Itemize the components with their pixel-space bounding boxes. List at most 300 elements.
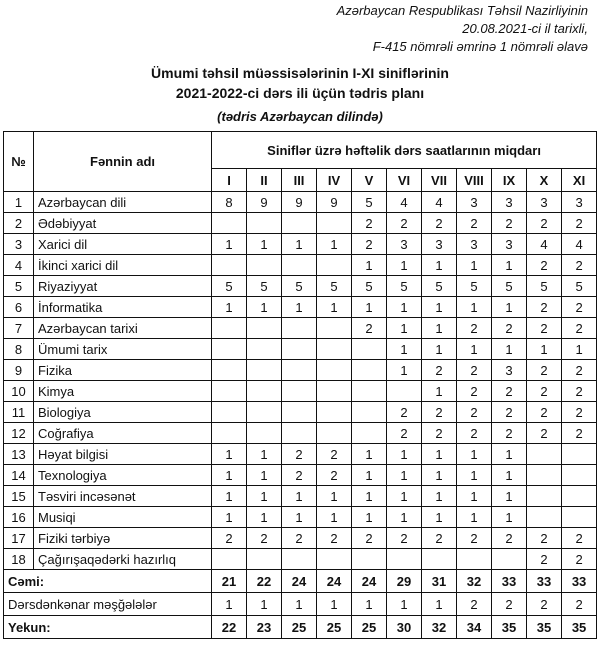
hours-cell: 22	[247, 570, 282, 593]
hours-cell	[317, 402, 352, 423]
row-number: 17	[4, 528, 34, 549]
hours-cell	[212, 423, 247, 444]
hours-cell: 2	[457, 318, 492, 339]
hours-cell	[247, 339, 282, 360]
hours-cell: 1	[457, 255, 492, 276]
hours-cell: 1	[247, 465, 282, 486]
hours-cell: 1	[387, 360, 422, 381]
subject-name: Riyaziyyat	[34, 276, 212, 297]
hours-cell: 1	[422, 297, 457, 318]
subject-name: Texnologiya	[34, 465, 212, 486]
subject-name: Təsviri incəsənət	[34, 486, 212, 507]
hours-cell: 35	[527, 616, 562, 639]
table-row	[4, 444, 597, 465]
column-header-weekly-hours: Siniflər üzrə həftəlik dərs saatlarının miqdarı	[212, 132, 597, 169]
hours-cell	[317, 381, 352, 402]
row-number: 13	[4, 444, 34, 465]
grade-header: XI	[562, 169, 597, 192]
hours-cell: 3	[527, 192, 562, 213]
grade-header: IX	[492, 169, 527, 192]
hours-cell: 8	[212, 192, 247, 213]
hours-cell: 5	[247, 276, 282, 297]
subject-name: Kimya	[34, 381, 212, 402]
hours-cell: 5	[352, 192, 387, 213]
hours-cell: 2	[492, 593, 527, 616]
hours-cell: 1	[457, 507, 492, 528]
hours-cell: 3	[492, 234, 527, 255]
row-number: 2	[4, 213, 34, 234]
hours-cell: 2	[457, 360, 492, 381]
table-row	[4, 381, 597, 402]
hours-cell: 1	[282, 297, 317, 318]
hours-cell: 3	[492, 192, 527, 213]
hours-cell: 2	[422, 423, 457, 444]
hours-cell: 1	[387, 507, 422, 528]
row-number: 9	[4, 360, 34, 381]
grade-header: III	[282, 169, 317, 192]
hours-cell: 1	[492, 465, 527, 486]
hours-cell	[317, 360, 352, 381]
hours-cell: 1	[317, 593, 352, 616]
hours-cell: 1	[457, 486, 492, 507]
row-number: 6	[4, 297, 34, 318]
hours-cell: 2	[352, 213, 387, 234]
hours-cell: 1	[352, 255, 387, 276]
hours-cell	[492, 549, 527, 570]
hours-cell	[212, 360, 247, 381]
hours-cell: 5	[352, 276, 387, 297]
hours-cell: 5	[387, 276, 422, 297]
hours-cell: 1	[212, 486, 247, 507]
hours-cell: 2	[492, 528, 527, 549]
hours-cell: 1	[247, 507, 282, 528]
grand-total-row	[4, 616, 597, 639]
row-number: 12	[4, 423, 34, 444]
hours-cell	[527, 444, 562, 465]
hours-cell: 1	[212, 297, 247, 318]
hours-cell: 1	[492, 339, 527, 360]
hours-cell	[352, 360, 387, 381]
hours-cell: 1	[352, 297, 387, 318]
hours-cell: 1	[387, 297, 422, 318]
hours-cell: 5	[527, 276, 562, 297]
row-number: 16	[4, 507, 34, 528]
subject-name: Azərbaycan dili	[34, 192, 212, 213]
hours-cell: 1	[457, 444, 492, 465]
hours-cell	[282, 549, 317, 570]
hours-cell: 2	[562, 593, 597, 616]
subject-name: Biologiya	[34, 402, 212, 423]
hours-cell: 2	[527, 360, 562, 381]
hours-cell	[247, 318, 282, 339]
hours-cell	[422, 549, 457, 570]
hours-cell: 1	[282, 234, 317, 255]
hours-cell: 35	[492, 616, 527, 639]
grade-header: V	[352, 169, 387, 192]
hours-cell	[247, 423, 282, 444]
subject-name: Coğrafiya	[34, 423, 212, 444]
hours-cell	[352, 339, 387, 360]
hours-cell	[317, 423, 352, 444]
hours-cell: 22	[212, 616, 247, 639]
hours-cell: 2	[422, 402, 457, 423]
hours-cell	[282, 213, 317, 234]
hours-cell	[282, 423, 317, 444]
row-number: 7	[4, 318, 34, 339]
hours-cell: 1	[247, 486, 282, 507]
hours-cell: 2	[562, 213, 597, 234]
decree-line-1: Azərbaycan Respublikası Təhsil Nazirliyinin	[336, 3, 588, 18]
hours-cell: 1	[387, 444, 422, 465]
hours-cell: 2	[527, 213, 562, 234]
hours-cell: 2	[317, 444, 352, 465]
hours-cell: 9	[282, 192, 317, 213]
hours-cell: 5	[317, 276, 352, 297]
hours-cell: 1	[492, 444, 527, 465]
row-number: 3	[4, 234, 34, 255]
row-number: 5	[4, 276, 34, 297]
hours-cell: 1	[352, 486, 387, 507]
hours-cell: 4	[387, 192, 422, 213]
hours-cell	[527, 507, 562, 528]
hours-cell: 1	[282, 593, 317, 616]
hours-cell: 1	[492, 255, 527, 276]
table-row	[4, 255, 597, 276]
hours-cell: 23	[247, 616, 282, 639]
hours-cell: 2	[387, 528, 422, 549]
hours-cell: 24	[352, 570, 387, 593]
hours-cell: 2	[562, 381, 597, 402]
hours-cell	[317, 549, 352, 570]
hours-cell: 2	[457, 381, 492, 402]
hours-cell: 2	[352, 318, 387, 339]
hours-cell: 1	[457, 297, 492, 318]
hours-cell: 3	[457, 192, 492, 213]
hours-cell	[282, 318, 317, 339]
hours-cell	[212, 255, 247, 276]
hours-cell: 1	[212, 444, 247, 465]
hours-cell	[527, 465, 562, 486]
hours-cell: 2	[352, 234, 387, 255]
hours-cell: 3	[422, 234, 457, 255]
hours-cell: 5	[457, 276, 492, 297]
hours-cell: 1	[422, 507, 457, 528]
hours-cell	[562, 465, 597, 486]
hours-cell: 2	[317, 465, 352, 486]
curriculum-table	[3, 131, 597, 639]
hours-cell: 4	[562, 234, 597, 255]
hours-cell: 2	[527, 297, 562, 318]
hours-cell: 32	[422, 616, 457, 639]
hours-cell: 2	[212, 528, 247, 549]
hours-cell: 1	[212, 593, 247, 616]
row-number: 18	[4, 549, 34, 570]
hours-cell: 2	[387, 213, 422, 234]
hours-cell: 1	[422, 465, 457, 486]
grand-total-row-label: Yekun:	[4, 616, 212, 639]
hours-cell	[317, 339, 352, 360]
hours-cell	[282, 381, 317, 402]
hours-cell: 1	[317, 507, 352, 528]
hours-cell: 33	[562, 570, 597, 593]
hours-cell	[212, 381, 247, 402]
hours-cell: 2	[457, 402, 492, 423]
hours-cell	[457, 549, 492, 570]
hours-cell	[247, 402, 282, 423]
hours-cell: 1	[422, 444, 457, 465]
column-header-number: №	[4, 132, 34, 192]
table-row	[4, 402, 597, 423]
grade-header: I	[212, 169, 247, 192]
decree-reference	[337, 2, 588, 56]
table-row	[4, 423, 597, 444]
hours-cell: 2	[562, 423, 597, 444]
hours-cell: 2	[422, 213, 457, 234]
hours-cell: 2	[527, 381, 562, 402]
hours-cell: 1	[527, 339, 562, 360]
hours-cell: 2	[282, 465, 317, 486]
hours-cell: 1	[247, 234, 282, 255]
hours-cell: 1	[387, 465, 422, 486]
hours-cell: 1	[212, 465, 247, 486]
hours-cell	[212, 213, 247, 234]
hours-cell: 2	[562, 549, 597, 570]
total-row-label: Cəmi:	[4, 570, 212, 593]
hours-cell: 25	[282, 616, 317, 639]
row-number: 11	[4, 402, 34, 423]
hours-cell: 1	[457, 339, 492, 360]
hours-cell: 2	[562, 360, 597, 381]
hours-cell	[282, 402, 317, 423]
hours-cell: 2	[562, 318, 597, 339]
hours-cell: 2	[457, 213, 492, 234]
hours-cell: 35	[562, 616, 597, 639]
hours-cell: 3	[492, 360, 527, 381]
table-row	[4, 360, 597, 381]
hours-cell	[352, 423, 387, 444]
row-number: 8	[4, 339, 34, 360]
hours-cell	[247, 213, 282, 234]
hours-cell: 2	[562, 297, 597, 318]
subject-name: Fizika	[34, 360, 212, 381]
hours-cell	[212, 402, 247, 423]
hours-cell: 1	[492, 297, 527, 318]
hours-cell: 2	[492, 213, 527, 234]
hours-cell: 1	[387, 318, 422, 339]
hours-cell: 1	[387, 486, 422, 507]
hours-cell: 1	[317, 234, 352, 255]
extracurricular-row	[4, 593, 597, 616]
table-row	[4, 549, 597, 570]
hours-cell	[562, 486, 597, 507]
hours-cell: 1	[317, 486, 352, 507]
hours-cell: 2	[422, 528, 457, 549]
hours-cell: 2	[527, 528, 562, 549]
hours-cell: 2	[352, 528, 387, 549]
hours-cell	[212, 549, 247, 570]
hours-cell: 5	[492, 276, 527, 297]
grade-header: VIII	[457, 169, 492, 192]
subject-name: Musiqi	[34, 507, 212, 528]
hours-cell: 1	[352, 507, 387, 528]
hours-cell: 1	[422, 381, 457, 402]
hours-cell	[352, 381, 387, 402]
hours-cell	[387, 549, 422, 570]
table-row	[4, 465, 597, 486]
hours-cell: 1	[387, 593, 422, 616]
row-number: 1	[4, 192, 34, 213]
hours-cell	[562, 507, 597, 528]
hours-cell: 2	[422, 360, 457, 381]
hours-cell: 3	[457, 234, 492, 255]
subject-name: Ədəbiyyat	[34, 213, 212, 234]
hours-cell: 2	[387, 423, 422, 444]
hours-cell: 1	[562, 339, 597, 360]
hours-cell: 34	[457, 616, 492, 639]
extracurricular-row-label: Dərsdənkənar məşğələlər	[4, 593, 212, 616]
subject-name: İnformatika	[34, 297, 212, 318]
hours-cell	[352, 549, 387, 570]
row-number: 14	[4, 465, 34, 486]
hours-cell: 2	[527, 255, 562, 276]
grade-header: II	[247, 169, 282, 192]
hours-cell: 9	[317, 192, 352, 213]
hours-cell: 29	[387, 570, 422, 593]
hours-cell: 5	[422, 276, 457, 297]
hours-cell: 2	[527, 318, 562, 339]
subject-name: Fiziki tərbiyə	[34, 528, 212, 549]
table-row	[4, 339, 597, 360]
hours-cell: 2	[282, 528, 317, 549]
hours-cell: 3	[562, 192, 597, 213]
hours-cell: 2	[282, 444, 317, 465]
hours-cell	[317, 318, 352, 339]
hours-cell: 1	[422, 255, 457, 276]
hours-cell: 2	[562, 255, 597, 276]
hours-cell: 1	[422, 318, 457, 339]
hours-cell: 1	[387, 255, 422, 276]
hours-cell: 2	[457, 423, 492, 444]
hours-cell: 1	[212, 507, 247, 528]
table-row	[4, 234, 597, 255]
subject-name: Xarici dil	[34, 234, 212, 255]
hours-cell: 1	[422, 486, 457, 507]
grade-header: IV	[317, 169, 352, 192]
hours-cell: 24	[282, 570, 317, 593]
hours-cell	[247, 360, 282, 381]
hours-cell: 2	[492, 423, 527, 444]
table-row	[4, 297, 597, 318]
table-row	[4, 486, 597, 507]
hours-cell: 2	[562, 402, 597, 423]
hours-cell: 4	[527, 234, 562, 255]
hours-cell: 30	[387, 616, 422, 639]
hours-cell: 2	[527, 549, 562, 570]
hours-cell: 1	[247, 444, 282, 465]
hours-cell: 25	[317, 616, 352, 639]
table-row	[4, 507, 597, 528]
title-line-2: 2021-2022-ci dərs ili üçün tədris planı	[175, 85, 425, 101]
subject-name: Ümumi tarix	[34, 339, 212, 360]
hours-cell: 1	[387, 339, 422, 360]
hours-cell: 1	[492, 507, 527, 528]
hours-cell: 2	[457, 593, 492, 616]
hours-cell: 2	[492, 381, 527, 402]
hours-cell: 2	[527, 423, 562, 444]
hours-cell: 32	[457, 570, 492, 593]
table-body	[4, 192, 597, 639]
hours-cell: 33	[527, 570, 562, 593]
hours-cell: 1	[317, 297, 352, 318]
hours-cell: 5	[212, 276, 247, 297]
document-title	[0, 63, 600, 103]
hours-cell	[282, 360, 317, 381]
table-row	[4, 528, 597, 549]
hours-cell: 2	[492, 402, 527, 423]
hours-cell: 25	[352, 616, 387, 639]
subject-name: Həyat bilgisi	[34, 444, 212, 465]
hours-cell: 2	[527, 402, 562, 423]
hours-cell	[247, 381, 282, 402]
hours-cell: 4	[422, 192, 457, 213]
hours-cell: 2	[387, 402, 422, 423]
hours-cell: 1	[492, 486, 527, 507]
hours-cell	[247, 255, 282, 276]
table-header-row	[4, 132, 597, 169]
column-header-subject: Fənnin adı	[34, 132, 212, 192]
hours-cell: 2	[457, 528, 492, 549]
hours-cell: 24	[317, 570, 352, 593]
hours-cell: 31	[422, 570, 457, 593]
hours-cell: 1	[422, 339, 457, 360]
document-subtitle: (tədris Azərbaycan dilində)	[217, 109, 383, 124]
decree-line-2: 20.08.2021-ci il tarixli,	[462, 21, 588, 36]
hours-cell: 1	[282, 507, 317, 528]
decree-line-3: F-415 nömrəli əmrinə 1 nömrəli əlavə	[372, 39, 588, 54]
hours-cell: 1	[212, 234, 247, 255]
grade-header: VII	[422, 169, 457, 192]
hours-cell	[527, 486, 562, 507]
hours-cell: 5	[282, 276, 317, 297]
table-row	[4, 276, 597, 297]
subject-name: Azərbaycan tarixi	[34, 318, 212, 339]
hours-cell	[212, 339, 247, 360]
hours-cell: 2	[562, 528, 597, 549]
hours-cell: 1	[457, 465, 492, 486]
hours-cell: 1	[352, 593, 387, 616]
row-number: 10	[4, 381, 34, 402]
hours-cell: 1	[282, 486, 317, 507]
hours-cell	[282, 339, 317, 360]
hours-cell: 1	[247, 297, 282, 318]
hours-cell	[247, 549, 282, 570]
row-number: 15	[4, 486, 34, 507]
hours-cell	[282, 255, 317, 276]
table-row	[4, 213, 597, 234]
subject-name: Çağırışaqədərki hazırlıq	[34, 549, 212, 570]
total-row	[4, 570, 597, 593]
hours-cell	[387, 381, 422, 402]
table-row	[4, 318, 597, 339]
subject-name: İkinci xarici dil	[34, 255, 212, 276]
hours-cell: 1	[352, 465, 387, 486]
hours-cell	[212, 318, 247, 339]
hours-cell: 2	[492, 318, 527, 339]
hours-cell: 9	[247, 192, 282, 213]
title-line-1: Ümumi təhsil müəssisələrinin I-XI siniflərinin	[151, 65, 449, 81]
hours-cell: 2	[317, 528, 352, 549]
hours-cell: 1	[422, 593, 457, 616]
